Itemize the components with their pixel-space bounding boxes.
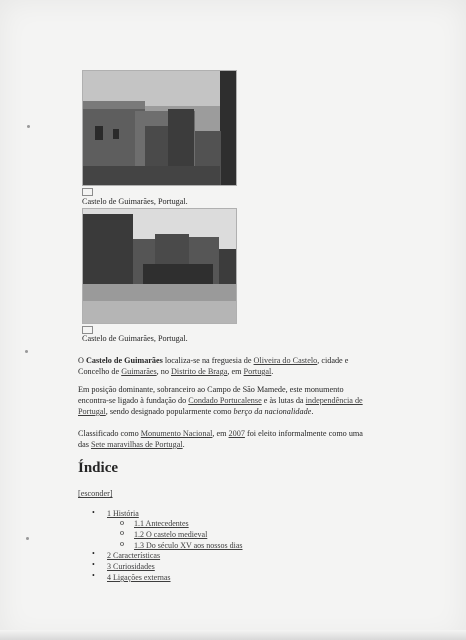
text-run: Classificado como	[78, 429, 141, 438]
toc-hide-toggle[interactable]: [esconder]	[78, 489, 113, 498]
text-run: e às lutas da	[261, 396, 306, 405]
text-run: encontra-se ligado à fundação do	[78, 396, 189, 405]
text-run: Concelho de	[78, 367, 122, 376]
figure-caption: Castelo de Guimarães, Portugal.	[82, 334, 188, 343]
article-subject: Castelo de Guimarães	[85, 356, 163, 365]
text-line	[78, 406, 408, 417]
castle-photo-2	[82, 208, 237, 324]
text-run: , no	[156, 367, 171, 376]
text-run: , cidade e	[317, 356, 349, 365]
text-run: .	[311, 407, 314, 416]
text-line	[78, 439, 408, 450]
link-guimaraes[interactable]: Guimarães	[121, 367, 157, 376]
text-run: foi eleito informalmente como uma	[244, 429, 363, 438]
toc-bullet: •	[92, 571, 95, 580]
binder-hole-1	[27, 125, 30, 128]
toc-item-antecedentes[interactable]: 1.1 Antecedentes	[134, 519, 189, 528]
text-run: O	[78, 356, 86, 365]
toc-item-seculo-xv[interactable]: 1.3 Do século XV aos nossos dias	[134, 541, 243, 550]
intro-paragraph-1	[78, 355, 408, 377]
link-monumento-nacional[interactable]: Monumento Nacional	[140, 429, 213, 438]
toc-bullet: •	[92, 560, 95, 569]
enlarge-icon[interactable]	[82, 188, 93, 196]
toc-item-caracteristicas[interactable]: 2 Características	[107, 551, 161, 560]
castle-photo-1	[82, 70, 237, 186]
text-run: , em	[212, 429, 229, 438]
intro-paragraph-3	[78, 428, 408, 450]
toc-bullet: •	[92, 549, 95, 558]
text-run: .	[182, 440, 185, 449]
page-bottom-edge	[0, 630, 466, 640]
toc-item-ligacoes-externas[interactable]: 4 Ligações externas	[107, 573, 171, 582]
text-line: Em posição dominante, sobranceiro ao Campo de São Mamede, este monumento	[78, 385, 344, 394]
text-line	[78, 366, 408, 377]
text-run: das	[78, 440, 91, 449]
binder-hole-3	[26, 537, 29, 540]
link-sete-maravilhas[interactable]: Sete maravilhas de Portugal	[90, 440, 183, 449]
link-independencia[interactable]: independência de	[305, 396, 363, 405]
toc-subbullet: o	[120, 518, 124, 527]
link-2007[interactable]: 2007	[228, 429, 245, 438]
text-run: .	[271, 367, 274, 376]
emphasis: berço da nacionalidade	[233, 407, 312, 416]
toc-subbullet: o	[120, 539, 124, 548]
text-run: localiza-se na freguesia de	[162, 356, 254, 365]
link-portugal[interactable]: Portugal	[243, 367, 272, 376]
figure-caption: Castelo de Guimarães, Portugal.	[82, 197, 188, 206]
index-heading: Índice	[78, 460, 119, 476]
text-run: , em	[227, 367, 244, 376]
text-line	[78, 395, 408, 406]
toc-item-castelo-medieval[interactable]: 1.2 O castelo medieval	[134, 530, 208, 539]
toc-item-historia[interactable]: 1 História	[107, 509, 139, 518]
link-distrito-de-braga[interactable]: Distrito de Braga	[171, 367, 228, 376]
toc-subbullet: o	[120, 528, 124, 537]
link-portugal-2[interactable]: Portugal	[78, 407, 106, 416]
toc-bullet: •	[92, 508, 95, 517]
toc-item-curiosidades[interactable]: 3 Curiosidades	[107, 562, 155, 571]
text-line	[78, 428, 408, 439]
link-condado-portucalense[interactable]: Condado Portucalense	[188, 396, 262, 405]
link-oliveira-do-castelo[interactable]: Oliveira do Castelo	[253, 356, 318, 365]
text-line	[78, 355, 408, 366]
intro-paragraph-2	[78, 384, 408, 417]
text-run: , sendo designado popularmente como	[105, 407, 234, 416]
binder-hole-2	[25, 350, 28, 353]
